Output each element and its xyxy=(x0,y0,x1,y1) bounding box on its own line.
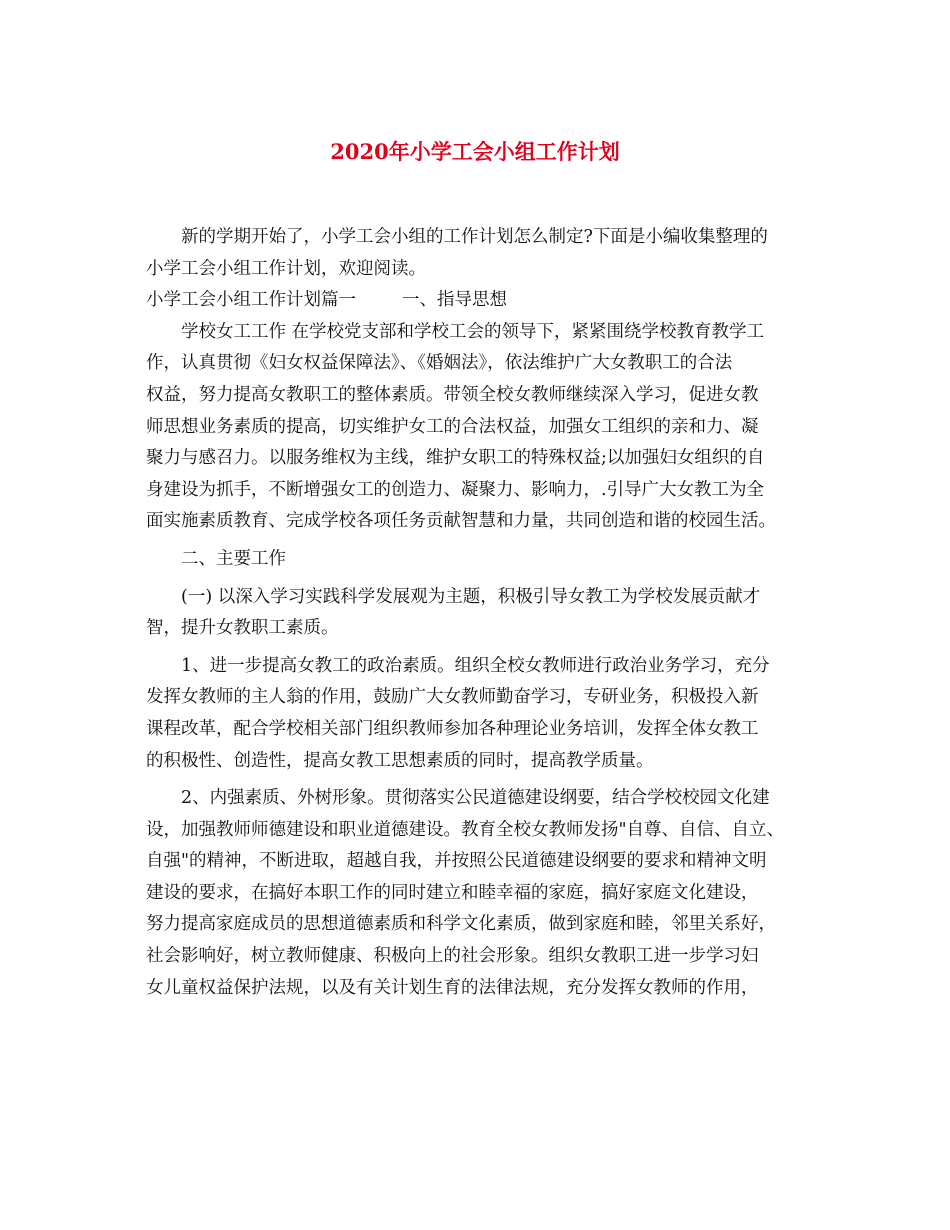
text-line: 课程改革，配合学校相关部门组织教师参加各种理论业务培训，发挥全体女教工 xyxy=(146,718,759,739)
text-line: 自强"的精神，不断进取，超越自我，并按照公民道德建设纲要的要求和精神文明 xyxy=(146,851,767,872)
text-line: 1、进一步提高女教工的政治素质。组织全校女教师进行政治业务学习，充分 xyxy=(181,655,770,676)
text-line: 2、内强素质、外树形象。贯彻落实公民道德建设纲要，结合学校校园文化建 xyxy=(181,788,770,809)
text-line: 努力提高家庭成员的思想道德素质和科学文化素质，做到家庭和睦，邻里关系好， xyxy=(146,914,776,935)
section-heading: 一、指导思想 xyxy=(402,290,507,311)
text-line: 发挥女教师的主人翁的作用，鼓励广大女教师勤奋学习，专研业务，积极投入新 xyxy=(146,687,759,708)
text-line: 聚力与感召力。以服务维权为主线，维护女职工的特殊权益;以加强妇女组织的自 xyxy=(146,448,765,469)
text-line: 师思想业务素质的提高，切实维护女工的合法权益，加强女工组织的亲和力、凝 xyxy=(146,416,759,437)
text-line: 建设的要求，在搞好本职工作的同时建立和睦幸福的家庭，搞好家庭文化建设， xyxy=(146,882,759,903)
text-line: (一) 以深入学习实践科学发展观为主题，积极引导女教工为学校发展贡献才 xyxy=(181,586,761,607)
text-line: 新的学期开始了，小学工会小组的工作计划怎么制定?下面是小编收集整理的 xyxy=(181,227,768,247)
plan-part-label: 小学工会小组工作计划篇一 xyxy=(146,290,356,311)
text-line: 学校女工工作 在学校党支部和学校工会的领导下，紧紧围绕学校教育教学工 xyxy=(181,321,765,342)
text-line: 身建设为抓手，不断增强女工的创造力、凝聚力、影响力，.引导广大女教工为全 xyxy=(146,479,765,500)
text-line: 权益，努力提高女教职工的整体素质。带领全校女教师继续深入学习，促进女教 xyxy=(146,384,759,405)
document-body xyxy=(146,222,816,1004)
text-line: 智，提升女教职工素质。 xyxy=(146,618,339,639)
text-line: 小学工会小组工作计划，欢迎阅读。 xyxy=(146,258,426,279)
section-heading: 二、主要工作 xyxy=(181,548,286,569)
section-heading-line xyxy=(146,285,816,317)
text-line: 女儿童权益保护法规，以及有关计划生育的法律法规，充分发挥女教师的作用， xyxy=(146,977,759,998)
text-line: 设，加强教师师德建设和职业道德建设。教育全校女教师发扬"自尊、自信、自立、 xyxy=(146,819,785,840)
text-line: 社会影响好，树立教师健康、积极向上的社会形象。组织女教职工进一步学习妇 xyxy=(146,946,759,967)
document-title: 2020年小学工会小组工作计划 xyxy=(330,139,620,164)
text-line: 面实施素质教育、完成学校各项任务贡献智慧和力量，共同创造和谐的校园生活。 xyxy=(146,511,776,532)
text-line: 的积极性、创造性，提高女教工思想素质的同时，提高教学质量。 xyxy=(146,750,654,771)
text-line: 作，认真贯彻《妇女权益保障法》、《婚姻法》，依法维护广大女教职工的合法 xyxy=(146,353,733,374)
